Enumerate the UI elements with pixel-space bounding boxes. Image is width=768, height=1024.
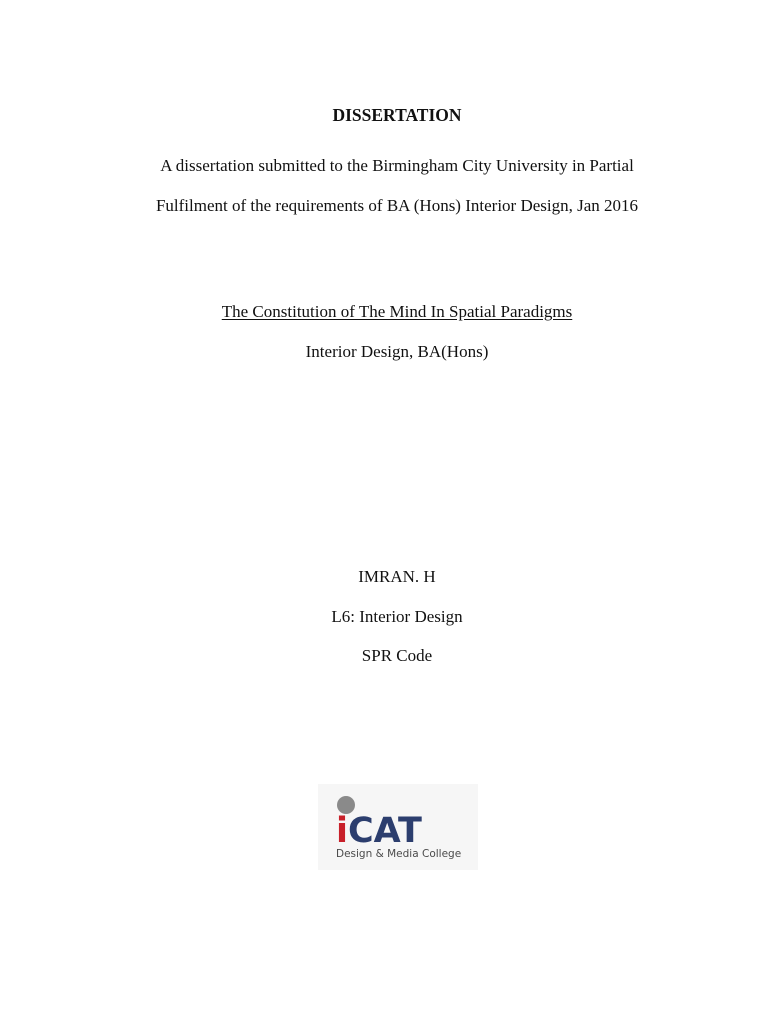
author-name: IMRAN. H [358,567,436,586]
dissertation-heading: DISSERTATION [332,105,462,125]
logo-mark-cat: CAT [348,811,422,851]
level-line: L6: Interior Design [331,607,463,626]
logo-mark-i: i [336,811,348,851]
icat-logo [318,784,478,870]
submission-line-2: Fulfilment of the requirements of BA (Hons) Interior Design, Jan 2016 [155,196,639,215]
logo-wordmark [336,813,422,849]
logo-tagline: Design & Media College [336,848,462,860]
course-name: Interior Design, BA(Hons) [305,342,489,361]
spr-code: SPR Code [361,646,433,665]
dissertation-title: The Constitution of The Mind In Spatial Paradigms [221,302,573,321]
submission-line-1: A dissertation submitted to the Birmingham City University in Partial [160,156,634,175]
